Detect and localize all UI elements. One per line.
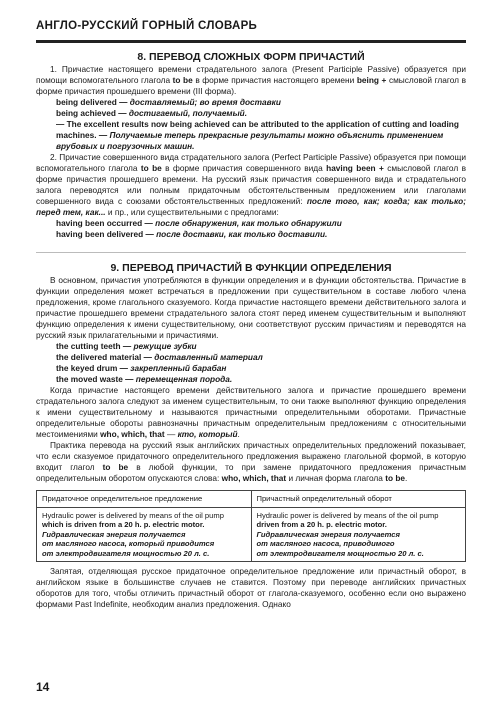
section-9-paragraph-3: Практика перевода на русский язык английских причастных определительных предложений показывает, что если сказуемое придаточного определительного предложения выражено глагольной формой, в которую входит глагол to be в любой функции, то при замене придаточного предложения причастным определительным оборотом опускаются слова: who, which, that и личная форма глагола to be. — [36, 440, 466, 483]
example-excellent-results: — The excellent results now being achieved can be attributed to the application of cutting and loading machines. — Получаемые теперь прекрасные результаты можно объяснить применением врубовых и погрузочных машин. — [56, 119, 459, 151]
table-cell-participle: Hydraulic power is delivered by means of the oil pump driven from a 20 h. p. electric motor. Гидравлическая энергия получается от масляного насоса, приводимого от электродвигателя мощностью 20 л. с. — [251, 507, 466, 562]
section-9-paragraph-4: Запятая, отделяющая русское придаточное определительное предложение или причастный оборот, в английском языке в большинстве случаев не ставится. Поэтому при переводе английских причастных оборотов для того, чтобы отличить причастный оборот от глагола-сказуемого, особенно если оно выражено формами Past Indefinite, необходим анализ предложения. Однако — [36, 566, 466, 609]
example-being-achieved: being achieved — достигаемый, получаемый. — [56, 108, 248, 118]
section-8-paragraph-2: 2. Причастие совершенного вида страдательного залога (Perfect Participle Passive) образуется при помощи вспомогательного глагола to be в форме причастия совершенного вида having been + смысловой глагол в форме причастия прошедшего времени. На русский язык причастия совершенного вида и страдательного залога переводятся или полным придаточным обстоятельственным предложением или глаголами совершенного вида с союзами обстоятельственных предложений: после того, как; когда; как только; перед тем, как... и пр., или существительными с предлогами: — [36, 152, 466, 217]
example-having-been-delivered: having been delivered — после доставки, как только доставили. — [56, 229, 328, 239]
running-header-title: АНГЛО-РУССКИЙ ГОРНЫЙ СЛОВАРЬ — [36, 20, 258, 32]
example-having-been-occurred: having been occurred — после обнаружения, как только обнаружили — [56, 218, 342, 228]
example-moved-waste: the moved waste — перемещенная порода. — [56, 374, 233, 384]
comparison-table — [36, 490, 466, 562]
section-9-paragraph-2: Когда причастие настоящего времени действительного залога и причастие прошедшего времени страдательного залога следуют за именем существительным, то они также выполняют функцию определения к имени существительному и называются причастными определительными оборотами. Причастные определительные обороты равнозначны причастным определительным предложениям с относительными местоимениями who, which, that — кто, который. — [36, 385, 466, 439]
table-header-cell: Причастный определительный оборот — [251, 491, 466, 508]
page-number: 14 — [36, 680, 50, 694]
section-8-title: 8. ПЕРЕВОД СЛОЖНЫХ ФОРМ ПРИЧАСТИЙ — [137, 51, 365, 63]
section-9-title: 9. ПЕРЕВОД ПРИЧАСТИЙ В ФУНКЦИИ ОПРЕДЕЛЕНИЯ — [110, 262, 392, 274]
section-9 — [36, 252, 466, 610]
section-8 — [36, 50, 466, 240]
page-content — [36, 50, 466, 610]
section-8-paragraph-1: 1. Причастие настоящего времени страдательного залога (Present Participle Passive) образуется при помощи вспомогательного глагола to be в форме причастия настоящего времени being + смысловой глагол в форме причастия прошедшего времени (III форма). — [36, 64, 466, 96]
table-header-cell: Придаточное определительное предложение — [37, 491, 252, 508]
table-row — [37, 507, 466, 562]
example-keyed-drum: the keyed drum — закрепленный барабан — [56, 363, 227, 373]
example-cutting-teeth: the cutting teeth — режущие зубки — [56, 341, 197, 351]
section-9-paragraph-1: В основном, причастия употребляются в функции определения и в функции обстоятельства. Причастие в функции определения может встречаться в предложении при существительном в составе любого члена предложения, кроме глагольного сказуемого. Когда причастие настоящего времени действительного залога и причастие прошедшего времени страдательного залога стоят перед именем существительным и выполняют функцию определения к имени существительному, они соответствуют русским причастиям и переводятся на русский язык прилагательными и причастиями. — [36, 275, 466, 340]
example-being-delivered: being delivered — доставляемый; во время доставки — [56, 97, 281, 107]
example-delivered-material: the delivered material — доставленный материал — [56, 352, 263, 362]
running-header — [36, 18, 466, 43]
table-cell-clause: Hydraulic power is delivered by means of the oil pump which is driven from a 20 h. p. electric motor. Гидравлическая энергия получается от масляного насоса, который приводится от электродвигателя мощностью 20 л. с. — [37, 507, 252, 562]
table-header-row — [37, 491, 466, 508]
